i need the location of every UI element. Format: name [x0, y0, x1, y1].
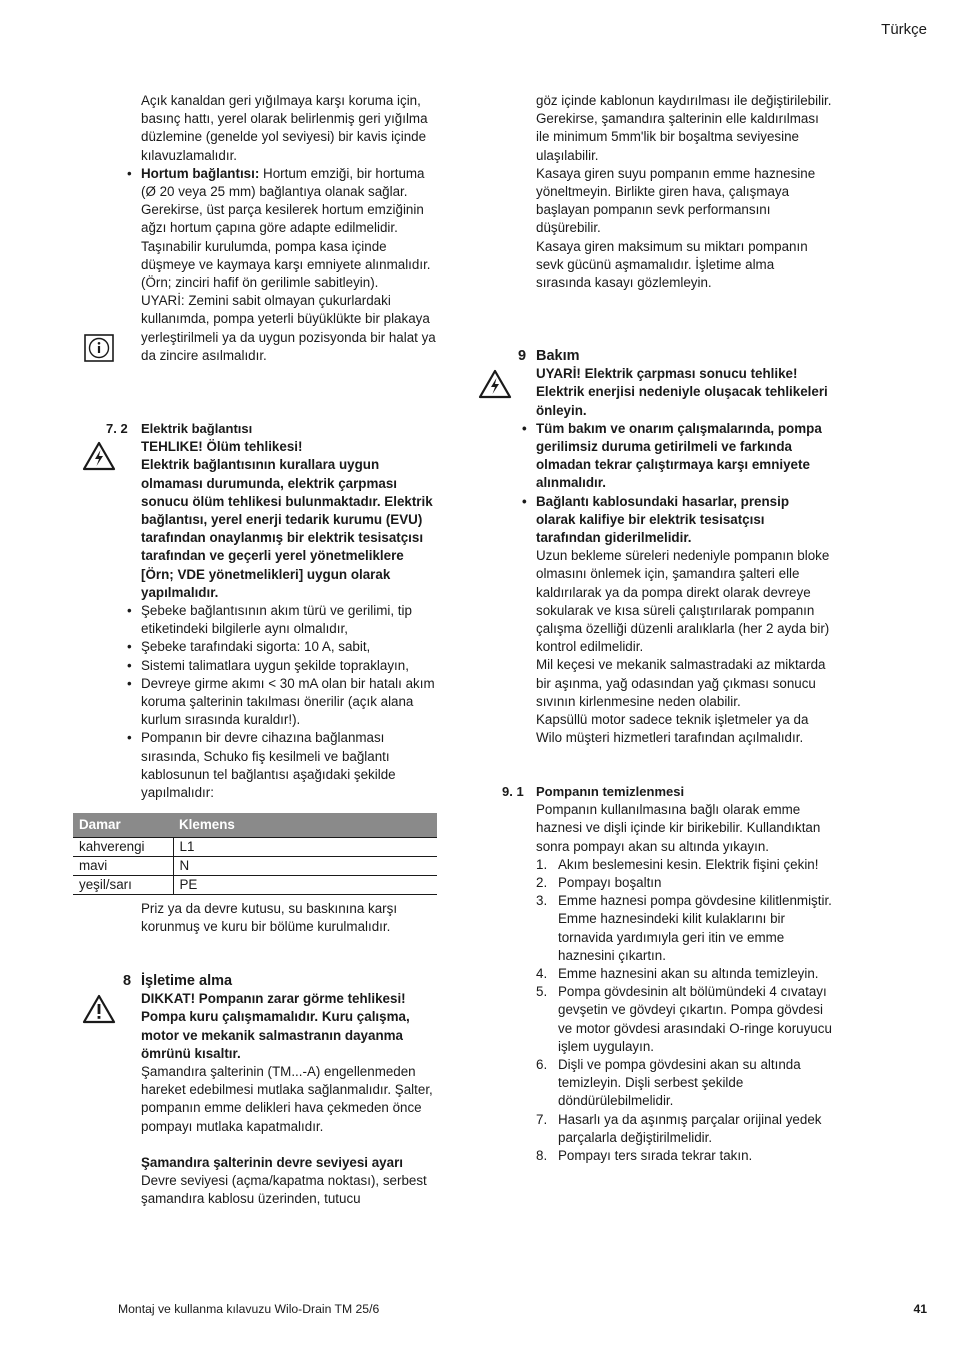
section-7-2 — [141, 420, 437, 802]
table-cell: kahverengi — [73, 837, 173, 856]
table-header: Klemens — [173, 813, 437, 837]
electric-hazard-icon — [478, 369, 512, 404]
warning-icon — [82, 994, 116, 1029]
list-item: 4. Emme haznesini akan su altında temizleyin. — [536, 966, 819, 982]
table-row — [73, 856, 437, 875]
language-label: Türkçe — [881, 21, 927, 38]
paragraph: Uzun bekleme süreleri nedeniyle pompanın bloke olmasını önlemek için, şamandıra şalteri elle kaldırılarak ya da pompa direkt olarak devreye sokularak ve kısa süreli çalıştırılarak pompanın çalışma özelliği düzenli aralıklarla (her 2 ayda bir) kontrol edilmelidir. — [536, 548, 830, 655]
table-cell: L1 — [173, 837, 437, 856]
list-item: 2. Pompayı boşaltın — [536, 875, 662, 891]
paragraph: Devre seviyesi (açma/kapatma noktası), serbest şamandıra kablosu üzerinden, tutucu — [141, 1173, 427, 1207]
table-header: Damar — [73, 813, 173, 837]
section-title: İşletime alma — [141, 973, 233, 989]
section-number: 9 — [518, 348, 527, 364]
table-cell: N — [173, 856, 437, 875]
list-item: 7. Hasarlı ya da aşınmış parçalar orijinal yedek parçalarla değiştirilmelidir. — [536, 1111, 822, 1145]
list-item: • Şebeke tarafındaki sigorta: 10 A, sabit, — [141, 638, 437, 656]
table-cell: mavi — [73, 856, 173, 875]
paragraph: Şamandıra şalterinin (TM...-A) engellenmeden hareket edebilmesi mutlaka sağlanmalıdır. Şalter, pompanın emme delikleri hava çekmeden önce pompayı mutlaka kapatmalıdır. — [141, 1064, 433, 1134]
list-item: • Tüm bakım ve onarım çalışmalarında, pompa gerilimsiz duruma getirilmeli ve farkında olmadan tekrar çalıştırmaya karşı emniyete alınmalıdır. — [536, 420, 832, 493]
right-column — [536, 92, 832, 292]
table-row — [73, 875, 437, 894]
list-item: • Pompanın bir devre cihazına bağlanması sırasında, Schuko fiş kesilmeli ve bağlantı kablosunun tel bağlantısı aşağıdaki şekilde yapılmalıdır: — [141, 729, 437, 802]
list-item: • Sistemi talimatlara uygun şekilde topraklayın, — [141, 657, 437, 675]
list-item: 5. Pompa gövdesinin alt bölümündeki 4 cıvatayı gevşetin ve gövdeyi çıkartın. Pompa gövdesi ve motor gövdesi arasındaki O-ringe koruyucu işlem uygulayın. — [536, 984, 832, 1054]
section-9-1 — [536, 783, 832, 1165]
info-note: UYARİ: Zemini sabit olmayan çukurlardaki kullanımda, pompa yeterli büyüklükte bir plakaya yerleştirilmeli ya da uygun pozisyonda bir halat ya da zincire asılmalıdır. — [141, 293, 436, 363]
section-number: 8 — [123, 973, 132, 989]
subheading: Şamandıra şalterinin devre seviyesi ayarı — [141, 1154, 404, 1170]
paragraph: Kasaya giren suyu pompanın emme haznesine yöneltmeyin. Birlikte giren hava, çalışmaya başlayan pompanın sevk performansını düşürebilir. — [536, 165, 816, 236]
paragraph: Priz ya da devre kutusu, su baskınına karşı korunmuş ve kuru bir bölüme kurulmalıdır. — [141, 901, 398, 935]
paragraph: göz içinde kablonun kaydırılması ile değiştirilebilir. — [536, 93, 832, 108]
paragraph: Kapsüllü motor sadece teknik işletmeler ya da Wilo müşteri hizmetleri tarafından açılmalıdır. — [536, 712, 809, 746]
paragraph: Mil keçesi ve mekanik salmastradaki az miktarda bir aşınma, yağ odasından yağ çıkması sonucu sıvının kirlenmesine neden olabilir. — [536, 657, 826, 709]
footer-title: Montaj ve kullanma kılavuzu Wilo-Drain TM 25/6 — [118, 1302, 380, 1316]
table-cell: PE — [173, 875, 437, 894]
list-item: 8. Pompayı ters sırada tekrar takın. — [536, 1148, 753, 1164]
list-item: 1. Akım beslemesini kesin. Elektrik fişini çekin! — [536, 856, 819, 872]
danger-text: Elektrik bağlantısının kurallara uygun olmaması durumunda, elektrik çarpması sonucu ölüm tehlikesi bulunmaktadır. Elektrik bağlantısı, yerel enerji tedarik kurumu (EVU) tarafından onaylanmış bir elektrik tesisatçısı tarafından ve geçerli yerel yönetmeliklere [Örn; VDE yönetmelikleri] uygun olarak yapılmalıdır. — [141, 457, 433, 600]
electric-hazard-icon — [82, 441, 116, 476]
page-number: 41 — [913, 1302, 927, 1316]
table-header-row — [73, 813, 437, 837]
spacer — [141, 1136, 437, 1154]
section-number: 9. 1 — [502, 784, 524, 799]
list-item: • Bağlantı kablosundaki hasarlar, prensip olarak kalifiye bir elektrik tesisatçısı tarafından giderilmelidir. — [536, 493, 832, 548]
list-item: • Devreye girme akımı < 30 mA olan bir hatalı akım koruma şalterinin takılması önerilir (açık alana kurlum sırasında kuraldır!). — [141, 675, 437, 730]
info-icon — [84, 334, 114, 367]
section-title: Elektrik bağlantısı — [141, 421, 253, 436]
table-cell: yeşil/sarı — [73, 875, 173, 894]
section-9 — [536, 347, 832, 747]
list-item: 6. Dişli ve pompa gövdesini akan su altında temizleyin. Dişli serbest şekilde döndürülebilmelidir. — [536, 1057, 801, 1109]
warning-text: UYARİ! Elektrik çarpması sonucu tehlike! Elektrik enerjisi nedeniyle oluşacak tehlikeleri önleyin. — [536, 366, 828, 418]
paragraph: Açık kanaldan geri yığılmaya karşı koruma için, basınç hattı, yerel olarak belirlenmiş geri yığılma düzlemine (genelde yol seviyesi) bir kavis içinde kılavuzlamalıdır. — [141, 93, 428, 163]
socket-note-block — [141, 900, 437, 936]
paragraph: Kasaya giren maksimum su miktarı pompanın sevk gücünü aşmamalıdır. İşletime alma sırasında kasayı gözlemleyin. — [536, 238, 808, 291]
left-column — [141, 92, 437, 365]
paragraph: Pompanın kullanılmasına bağlı olarak emme haznesi ve dişli içinde kir birikebilir. Kullandıktan sonra pompayı akan su altında yıkayın. — [536, 802, 821, 854]
list-item: • Şebeke bağlantısının akım türü ve gerilimi, tip etiketindeki bilgilerle aynı olmalıdır, — [141, 602, 437, 638]
paragraph: Gerekirse, şamandıra şalterinin elle kaldırılması ile minimum 5mm'lik bir boşaltma seviyesine ulaşılabilir. — [536, 111, 819, 163]
section-number: 7. 2 — [106, 421, 128, 436]
section-title: Pompanın temizlenmesi — [536, 784, 685, 799]
list-item: • Hortum bağlantısı: Hortum emziği, bir hortuma (Ø 20 veya 25 mm) bağlantıya olanak sağlar. Gerekirse, üst parça kesilerek hortum emziğinin ağzı hortum çapına göre adapte edilmelidir. — [141, 165, 437, 238]
danger-title: TEHLIKE! Ölüm tehlikesi! — [141, 439, 303, 455]
wiring-table — [73, 813, 437, 895]
section-title: Bakım — [536, 348, 580, 364]
table-row — [73, 837, 437, 856]
section-8 — [141, 972, 437, 1208]
paragraph: Taşınabilir kurulumda, pompa kasa içinde düşmeye ve kaymaya karşı emniyete alınmalıdır. (Örn; zinciri hafif ön gerilimle sabitleyin). — [141, 238, 431, 291]
caution-text: DIKKAT! Pompanın zarar görme tehlikesi! Pompa kuru çalışmamalıdır. Kuru çalışma, motor ve mekanik salmastranın dayanma ömrünü kısaltır. — [141, 991, 410, 1061]
list-item: 3. Emme haznesi pompa gövdesine kilitlenmiştir. Emme haznesindeki kilit kulaklarını bir tornavida yardımıyla geri itin ve emme haznesini çıkartın. — [536, 893, 832, 963]
